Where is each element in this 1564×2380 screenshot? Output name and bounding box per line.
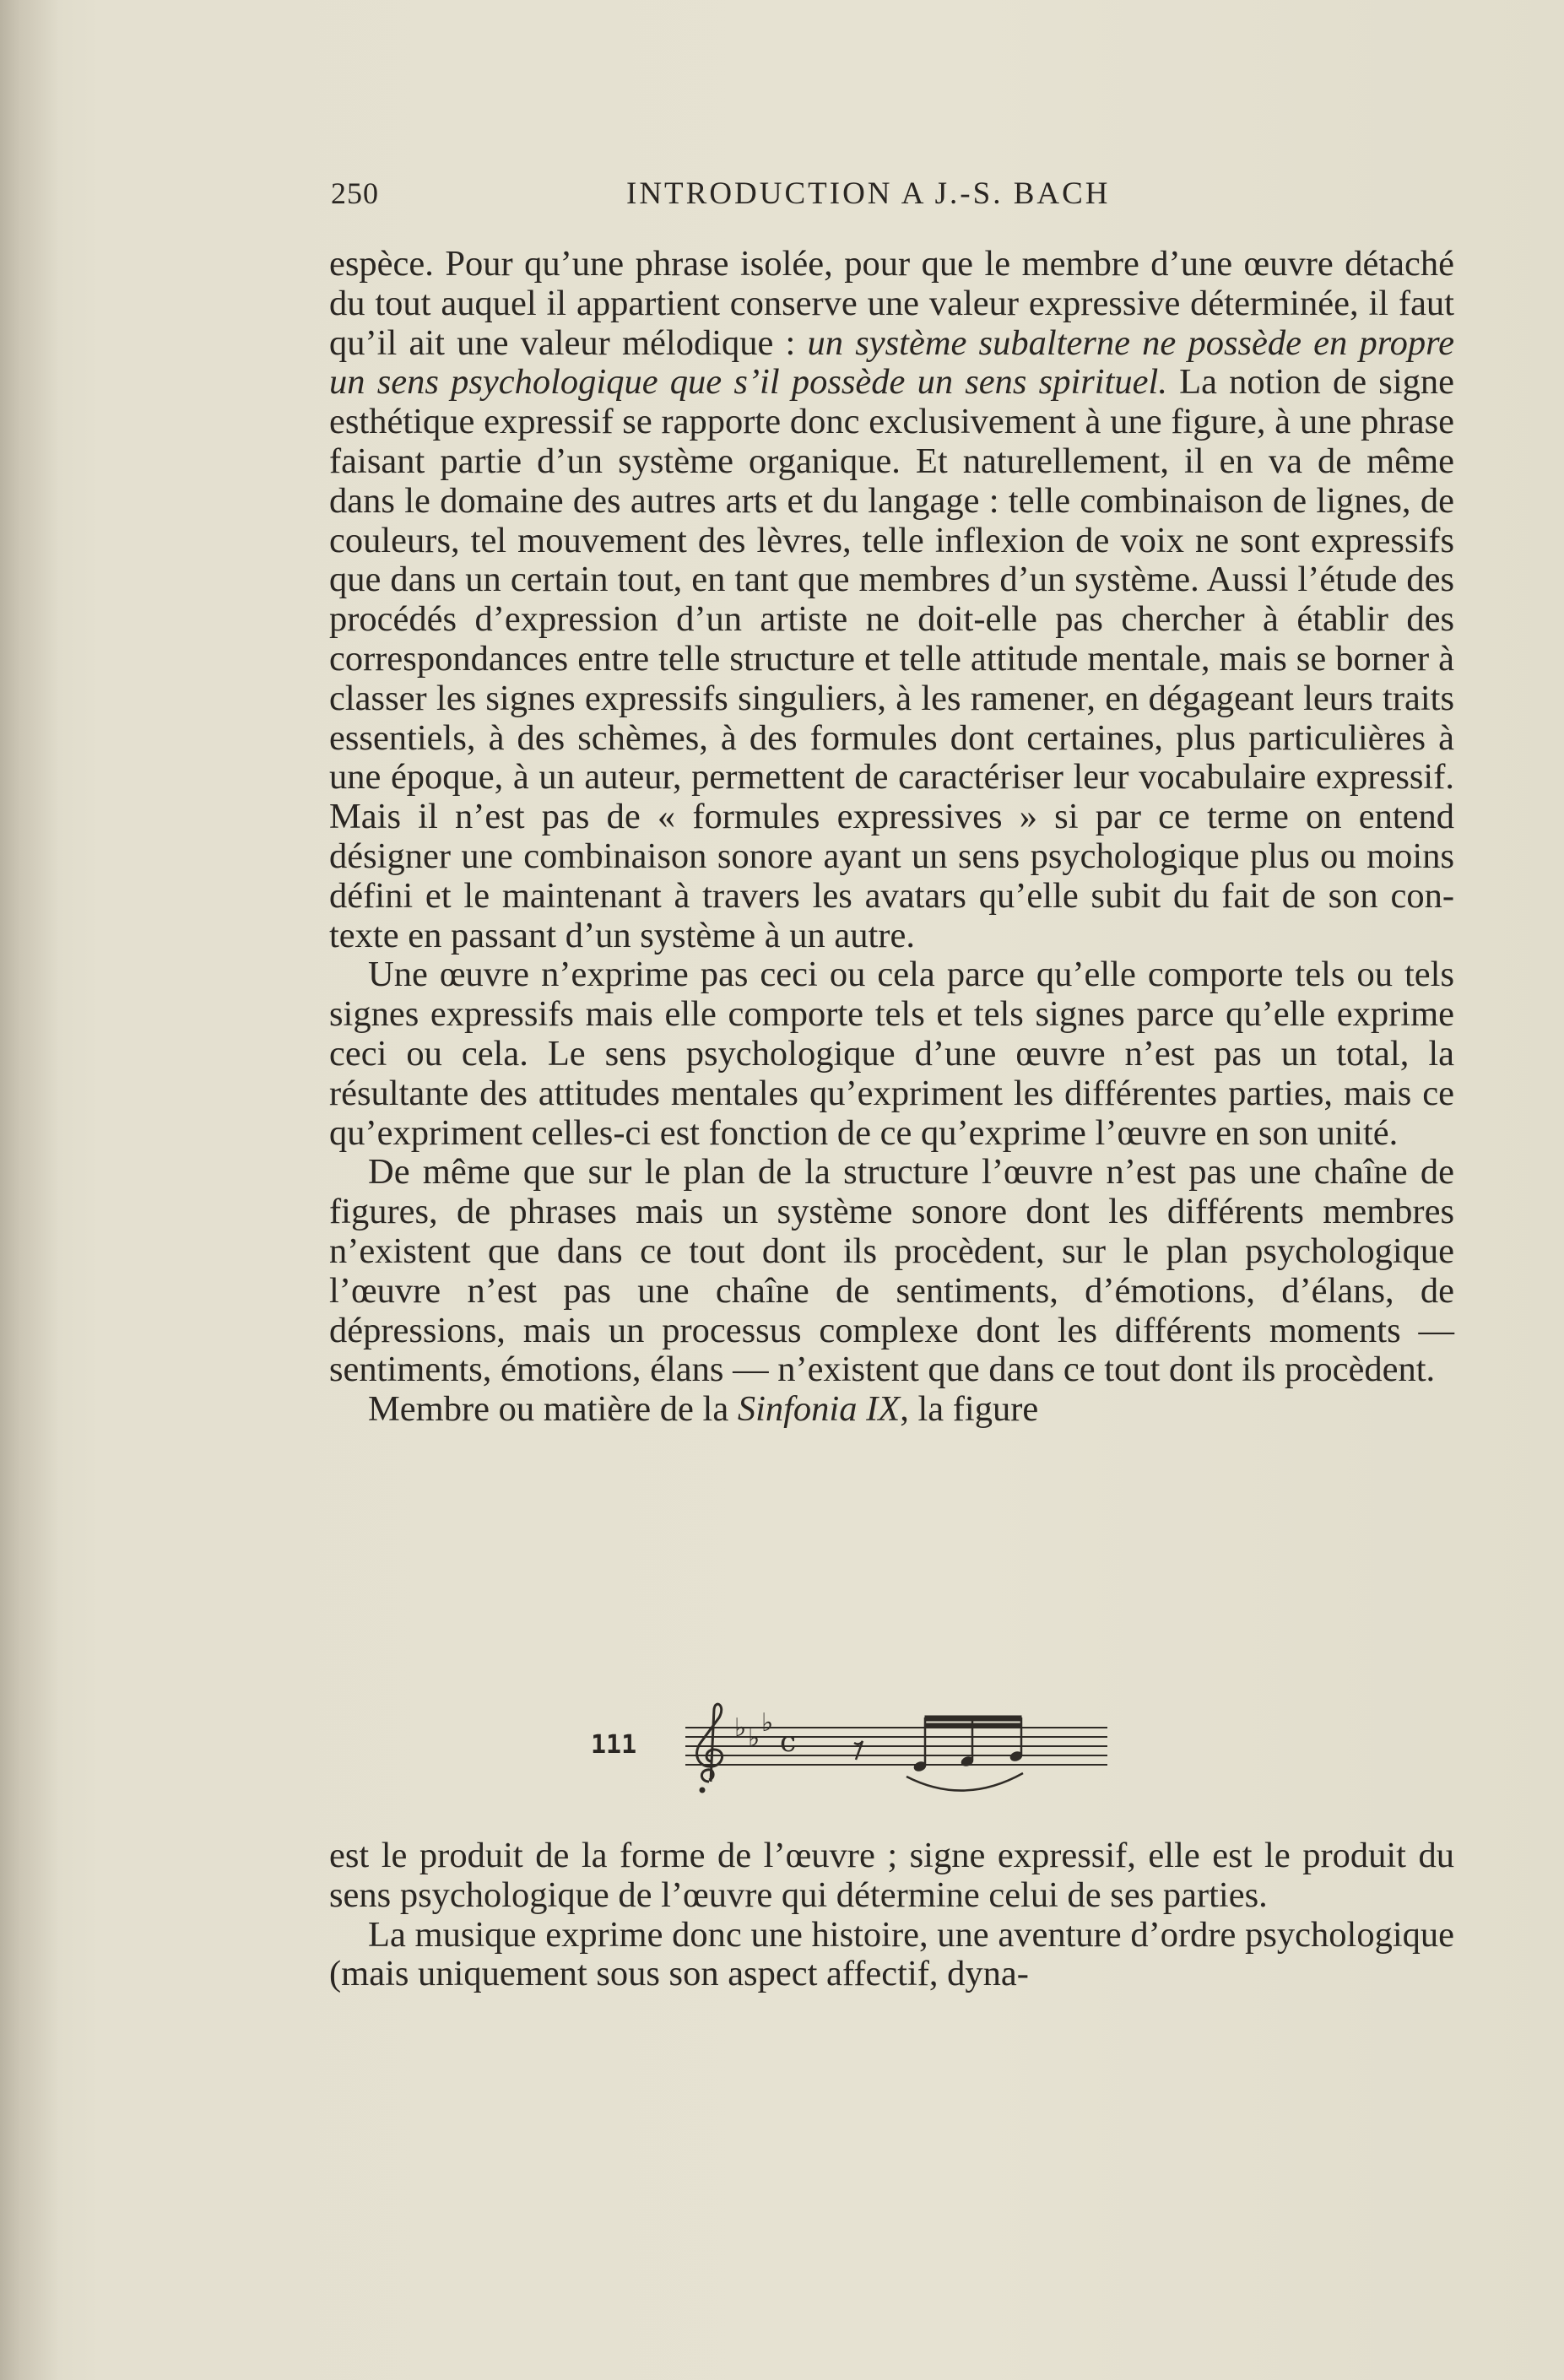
paragraph-1-text-a: espèce. Pour qu’une phrase isolée, pour que le membre d’une œuvre détaché du tout auquel il appartient conserve une valeur expressive déterminée, il faut qu’il ait une valeur mélodique :: [329, 244, 1454, 363]
paragraph-3: De même que sur le plan de la structure l’œuvre n’est pas une chaîne de figures, de phrases mais un système sonore dont les différents membres n’existent que dans ce tout dont ils procèdent, sur le plan psychologique l’œuvre n’est pas une chaîne de sentiments, d’émotions, d’élans, de dépressions, mais un processus complexe dont les différents moments — sentiments, émotions, élans — n’existent que dans ce tout dont ils procèdent.: [329, 1152, 1454, 1390]
music-example: [591, 1701, 1114, 1802]
body-text-lower: [329, 1836, 1454, 1994]
running-head: [331, 176, 1460, 226]
running-title: INTRODUCTION A J.-S. BACH: [626, 176, 1111, 211]
svg-text:♭: ♭: [761, 1708, 774, 1738]
paragraph-6: La musique exprime donc une histoire, une aventure d’ordre psychologique (mais uniquement sous son aspect affectif, dyna-: [329, 1914, 1454, 1994]
paragraph-2: Une œuvre n’exprime pas ceci ou cela parce qu’elle comporte tels ou tels signes expressifs mais elle comporte tels et tels signes parce qu’elle exprime ceci ou cela. Le sens psychologique d’une œuvre n’est pas un total, la résultante des attitudes mentales qu’expriment les différentes parties, mais ce qu’expriment celles-ci est fonction de ce qu’exprime l’œuvre en son unité.: [329, 955, 1454, 1153]
page-number: 250: [331, 176, 379, 210]
paragraph-1: [329, 245, 1454, 955]
paragraph-4: [329, 1390, 1454, 1430]
paragraph-1-text-b: La notion de signe esthétique expressif se rapporte donc exclusivement à une figure, à une phrase faisant partie d’un système organique. Et naturellement, il en va de même dans le domaine des autres arts et du langage : telle combinaison de lignes, de couleurs, tel mouvement des lèvres, telle inflexion de voix ne sont expressifs que dans un certain tout, en tant que membres d’un système. Aussi l’étude des procédés d’expression d’un artiste ne doit-elle pas chercher à établir des correspondances entre telle structure et telle attitude mentale, mais se borner à classer les signes expressifs singuliers, à les ramener, en dégageant leurs traits essentiels, à des schèmes, à des formules dont certaines, plus particulières à une époque, à un auteur, permettent de caractériser leur vocabulaire expressif. Mais il n’est pas de « formules expressives » si par ce terme on entend désigner une combinaison sonore ayant un sens psychologique plus ou moins défini et le maintenant à travers les avatars qu’elle subit du fait de son contexte en passant d’un système à un autre.: [329, 362, 1455, 955]
page-gutter-edge: [0, 0, 59, 2380]
paragraph-1-italic: un système subalterne ne possède en propre un sens psychologique que s’il possède un sens spirituel.: [329, 322, 1454, 403]
paragraph-4-text-a: Membre ou matière de la: [368, 1389, 738, 1430]
svg-text:c: c: [780, 1725, 797, 1759]
example-number: 111: [591, 1730, 637, 1760]
paragraph-5: est le produit de la forme de l’œuvre ; signe expressif, elle est le produit du sens psychologique de l’œuvre qui détermine celui de ses parties.: [329, 1836, 1454, 1915]
paragraph-4-text-b: , la figure: [900, 1389, 1039, 1430]
svg-text:♭: ♭: [734, 1713, 747, 1743]
music-notation-figure: [685, 1701, 1116, 1802]
body-text-upper: [329, 245, 1454, 1430]
svg-text:♭: ♭: [748, 1723, 760, 1753]
paragraph-4-italic: Sinfonia IX: [737, 1389, 901, 1430]
